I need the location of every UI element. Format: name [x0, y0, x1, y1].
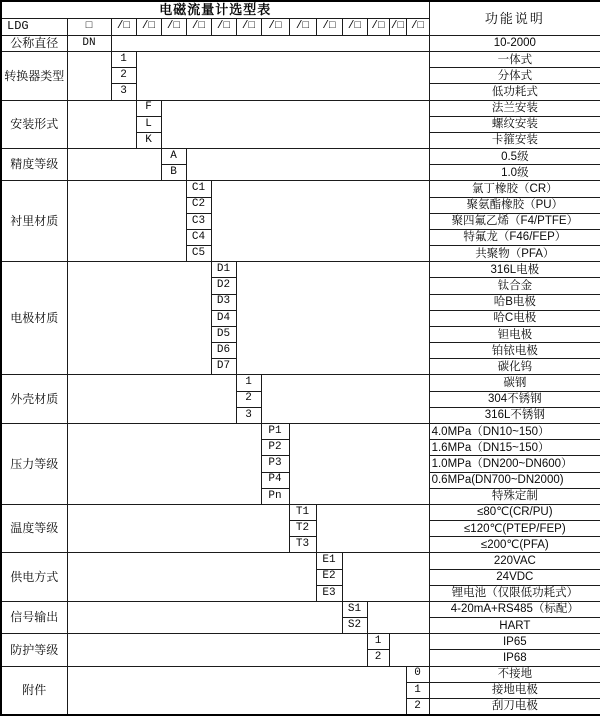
- model-lead-box: □: [67, 18, 111, 35]
- code-cell: C1: [186, 181, 211, 197]
- model-prefix: LDG: [1, 18, 67, 35]
- spacer-cell: [67, 601, 342, 633]
- desc-cell: 法兰安装: [429, 100, 600, 116]
- desc-cell: 钛合金: [429, 278, 600, 294]
- desc-cell: 0.5级: [429, 149, 600, 165]
- desc-cell: 304不锈钢: [429, 391, 600, 407]
- desc-cell: 卡箍安装: [429, 132, 600, 148]
- code-cell: T2: [289, 521, 316, 537]
- code-cell: 2: [236, 391, 261, 407]
- code-cell: DN: [67, 35, 111, 51]
- model-slot: /□: [136, 18, 161, 35]
- model-slot: /□: [111, 18, 136, 35]
- desc-cell: ≤200℃(PFA): [429, 537, 600, 553]
- category-label-pressure: 压力等级: [1, 424, 67, 505]
- desc-cell: 碳钢: [429, 375, 600, 391]
- code-cell: A: [161, 149, 186, 165]
- desc-cell: 共聚物（PFA）: [429, 246, 600, 262]
- desc-cell: 接地电极: [429, 682, 600, 698]
- filler-cell: [316, 504, 429, 553]
- desc-cell: 不接地: [429, 666, 600, 682]
- category-label-housing: 外壳材质: [1, 375, 67, 424]
- spacer-cell: [67, 504, 289, 553]
- category-label-protection: 防护等级: [1, 634, 67, 666]
- code-cell: S2: [342, 618, 367, 634]
- desc-cell: 哈B电极: [429, 294, 600, 310]
- code-cell: T3: [289, 537, 316, 553]
- desc-cell: 螺纹安装: [429, 116, 600, 132]
- desc-cell: 钽电极: [429, 326, 600, 342]
- desc-cell: 316L电极: [429, 262, 600, 278]
- desc-cell: 锂电池（仅限低功耗式）: [429, 585, 600, 601]
- spacer-cell: [67, 149, 161, 181]
- code-cell: 2: [406, 698, 429, 715]
- code-cell: 2: [111, 68, 136, 84]
- code-cell: S1: [342, 601, 367, 617]
- spacer-cell: [67, 181, 186, 262]
- code-cell: 1: [406, 682, 429, 698]
- code-cell: P3: [261, 456, 289, 472]
- code-cell: F: [136, 100, 161, 116]
- category-label-electrode: 电极材质: [1, 262, 67, 375]
- spacer-cell: [67, 52, 111, 101]
- desc-cell: IP65: [429, 634, 600, 650]
- desc-cell: 10-2000: [429, 35, 600, 51]
- code-cell: 1: [367, 634, 389, 650]
- filler-cell: [236, 262, 429, 375]
- code-cell: B: [161, 165, 186, 181]
- code-cell: P2: [261, 440, 289, 456]
- desc-cell: 0.6MPa(DN700~DN2000): [429, 472, 600, 488]
- filler-cell: [161, 100, 429, 149]
- model-slot: /□: [161, 18, 186, 35]
- model-slot: /□: [261, 18, 289, 35]
- desc-cell: 4-20mA+RS485（标配）: [429, 601, 600, 617]
- category-label-accessories: 附件: [1, 666, 67, 715]
- code-cell: L: [136, 116, 161, 132]
- desc-cell: 220VAC: [429, 553, 600, 569]
- desc-cell: 铂铱电极: [429, 343, 600, 359]
- category-label-temperature: 温度等级: [1, 504, 67, 553]
- code-cell: Pn: [261, 488, 289, 504]
- category-label-lining: 衬里材质: [1, 181, 67, 262]
- desc-cell: 特氟龙（F46/FEP）: [429, 229, 600, 245]
- code-cell: 0: [406, 666, 429, 682]
- model-slot: /□: [389, 18, 406, 35]
- category-label-nominal-diameter: 公称直径: [1, 35, 67, 51]
- code-cell: 3: [236, 407, 261, 423]
- filler-cell: [389, 634, 429, 666]
- desc-cell: 一体式: [429, 52, 600, 68]
- spacer-cell: [67, 666, 406, 715]
- code-cell: 3: [111, 84, 136, 100]
- code-cell: D6: [211, 343, 236, 359]
- desc-cell: 1.0级: [429, 165, 600, 181]
- code-cell: D7: [211, 359, 236, 375]
- desc-cell: ≤80℃(CR/PU): [429, 504, 600, 520]
- code-cell: D1: [211, 262, 236, 278]
- desc-cell: 分体式: [429, 68, 600, 84]
- model-slot: /□: [406, 18, 429, 35]
- model-slot: /□: [289, 18, 316, 35]
- category-label-installation: 安装形式: [1, 100, 67, 149]
- desc-cell: 1.0MPa（DN200~DN600）: [429, 456, 600, 472]
- filler-cell: [211, 181, 429, 262]
- code-cell: T1: [289, 504, 316, 520]
- filler-cell: [342, 553, 429, 602]
- desc-cell: 24VDC: [429, 569, 600, 585]
- filler-cell: [136, 52, 429, 101]
- code-cell: E2: [316, 569, 342, 585]
- filler-cell: [186, 149, 429, 181]
- desc-cell: 1.6MPa（DN15~150）: [429, 440, 600, 456]
- model-slot: /□: [236, 18, 261, 35]
- model-slot: /□: [211, 18, 236, 35]
- category-label-power-supply: 供电方式: [1, 553, 67, 602]
- code-cell: K: [136, 132, 161, 148]
- table-title: 电磁流量计选型表: [1, 1, 429, 18]
- code-cell: D4: [211, 310, 236, 326]
- spacer-cell: [67, 262, 211, 375]
- code-cell: E3: [316, 585, 342, 601]
- desc-cell: 低功耗式: [429, 84, 600, 100]
- code-cell: D2: [211, 278, 236, 294]
- code-cell: D5: [211, 326, 236, 342]
- code-cell: D3: [211, 294, 236, 310]
- spacer-cell: [67, 100, 136, 149]
- code-cell: C3: [186, 213, 211, 229]
- code-cell: P4: [261, 472, 289, 488]
- filler-cell: [289, 424, 429, 505]
- code-cell: P1: [261, 424, 289, 440]
- desc-cell: IP68: [429, 650, 600, 666]
- model-slot: /□: [186, 18, 211, 35]
- code-cell: 1: [236, 375, 261, 391]
- desc-cell: 特殊定制: [429, 488, 600, 504]
- desc-cell: 哈C电极: [429, 310, 600, 326]
- desc-cell: 刮刀电极: [429, 698, 600, 715]
- code-cell: C2: [186, 197, 211, 213]
- desc-cell: 聚四氟乙烯（F4/PTFE）: [429, 213, 600, 229]
- model-slot: /□: [342, 18, 367, 35]
- category-label-signal-output: 信号输出: [1, 601, 67, 633]
- desc-cell: 4.0MPa（DN10~150）: [429, 424, 600, 440]
- spacer-cell: [67, 553, 316, 602]
- spacer-cell: [67, 634, 367, 666]
- desc-cell: HART: [429, 618, 600, 634]
- filler-cell: [367, 601, 429, 633]
- desc-cell: 碳化钨: [429, 359, 600, 375]
- code-cell: C5: [186, 246, 211, 262]
- filler-cell: [261, 375, 429, 424]
- desc-cell: 氯丁橡胶（CR）: [429, 181, 600, 197]
- spacer-cell: [67, 375, 236, 424]
- code-cell: 1: [111, 52, 136, 68]
- code-cell: C4: [186, 229, 211, 245]
- spacer-cell: [67, 424, 261, 505]
- model-slot: /□: [367, 18, 389, 35]
- desc-cell: 316L不锈钢: [429, 407, 600, 423]
- model-slot: /□: [316, 18, 342, 35]
- filler-cell: [111, 35, 429, 51]
- function-column-header: 功能说明: [429, 1, 600, 35]
- code-cell: 2: [367, 650, 389, 666]
- desc-cell: ≤120℃(PTEP/FEP): [429, 521, 600, 537]
- category-label-converter-type: 转换器类型: [1, 52, 67, 101]
- category-label-accuracy: 精度等级: [1, 149, 67, 181]
- code-cell: E1: [316, 553, 342, 569]
- desc-cell: 聚氨酯橡胶（PU）: [429, 197, 600, 213]
